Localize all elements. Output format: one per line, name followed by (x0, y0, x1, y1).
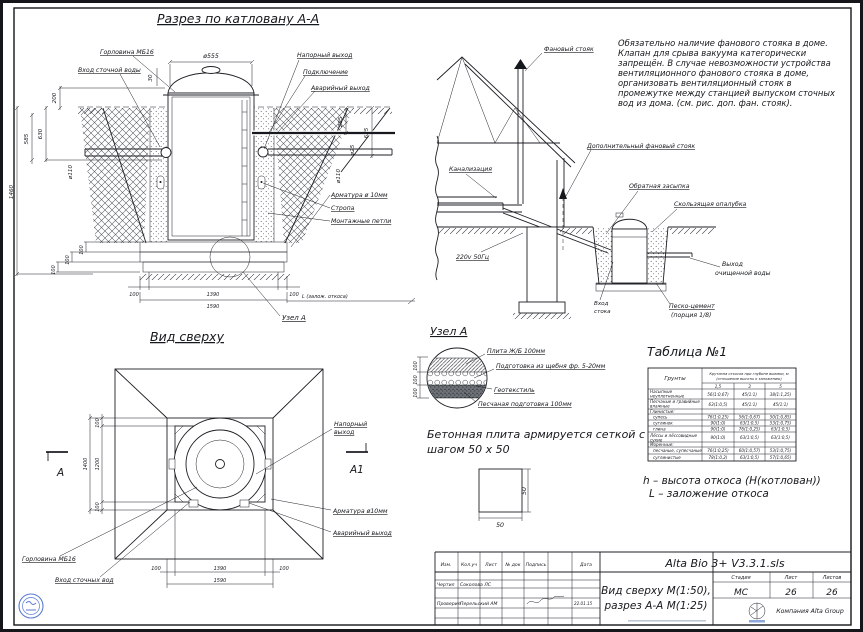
micro-text-line (628, 620, 706, 622)
row-name: Песчаные и гравийные (650, 399, 700, 404)
dim-200: 200 (52, 92, 58, 104)
lifting-loops-label: Монтажные петли (331, 218, 392, 225)
document-code: Alta Bio 3+ V3.3.1.sls (665, 557, 785, 570)
dim-100-l: 100 (129, 292, 139, 298)
tv-rebar-label: Арматура ø10мм (333, 508, 388, 515)
tv-dim-100-bot: 100 (95, 502, 101, 512)
clip-dot-right (261, 181, 263, 183)
dim-d110-left: ø110 (68, 164, 74, 180)
tv-emergency-label: Аварийный выход (333, 530, 392, 537)
tv-inlet-label: Вход сточных вод (55, 577, 114, 584)
dim-585: 585 (24, 133, 30, 145)
dim-555: ø555 (203, 53, 219, 60)
row-name: Насыпные (650, 389, 673, 394)
dim-295: 295 (338, 116, 344, 128)
inflow-label-2: стока (594, 309, 611, 315)
cell: 63(1:0,5) (771, 435, 790, 440)
col-podpis: Подпись (525, 563, 547, 568)
dim-30: 30 (148, 74, 154, 82)
sheet-value: 26 (785, 588, 797, 598)
tank-cap (202, 67, 220, 74)
dim-d110-right: ø110 (336, 168, 342, 184)
tank-body (168, 93, 254, 240)
th-depth-3: 3 (748, 384, 751, 389)
sandcement-label-1: Песко-цемент (669, 303, 715, 310)
clip-dot-left (160, 181, 162, 183)
note-slope-height: h – высота откоса (Н(котлован)) (643, 475, 821, 487)
cell: 90(1:0) (710, 420, 726, 426)
tv-dim-1390: 1390 (213, 566, 227, 572)
sandcement-label-2: (порция 1/8) (671, 312, 712, 319)
dim-100-r: 100 (289, 292, 299, 298)
side-tab-left (169, 459, 175, 469)
row-name: суглинистые (653, 455, 681, 460)
cell: 53(1:0,75) (769, 448, 792, 453)
tv-dim-100-top: 100 (95, 418, 101, 428)
th-depth-15: 1,5 (714, 384, 722, 389)
tv-pressure-label-1: Напорный (334, 421, 368, 428)
cell: 53(1:0,75) (769, 420, 792, 426)
tv-dim-1200: 1200 (95, 457, 101, 471)
vent-stack-label: Фановый стояк (544, 46, 594, 53)
na-dim-100-c: 100 (413, 388, 419, 398)
note-line-1: Обязательно наличие фанового стояка в доме. (618, 38, 828, 48)
cell: 76(1:0,25) (707, 448, 729, 453)
inlet-label: Вход сточной воды (78, 67, 141, 74)
tv-neck-label: Горловина МБ16 (22, 556, 76, 563)
node-a-title: Узел А (430, 325, 468, 338)
th-main-2: (отношение высоты к заложению) (716, 377, 782, 381)
mesh-dim-50-h: 50 (496, 522, 504, 529)
subgrade-ticks (140, 274, 290, 280)
side-tab-right (265, 459, 271, 469)
cell: 57(1:0,65) (769, 455, 792, 460)
dim-630: 630 (38, 128, 44, 140)
tv-dim-100-l: 100 (151, 566, 161, 572)
tank-outer-circle (174, 418, 266, 510)
cell: 45(1:1) (773, 402, 788, 407)
checked-label: Проверил (437, 602, 461, 607)
th-depth-5: 5 (779, 384, 782, 389)
sling-label: Стропа (331, 205, 355, 212)
mesh-dim-50-v: 50 (521, 487, 528, 495)
row-name: песчаные, супесчаные (653, 448, 702, 453)
tv-dim-1590: 1590 (213, 578, 227, 584)
cell: 45(1:1) (742, 402, 757, 407)
inlet-pipe-end (161, 148, 171, 158)
small-tank-nub (616, 213, 623, 217)
tv-pressure-label-2: выход (334, 429, 355, 436)
sewer-label: Канализация (449, 166, 493, 173)
ground-ticks-b (560, 228, 592, 234)
cell: 78(1:0,2) (708, 455, 728, 460)
rebar-label: Арматура ø 10мм (331, 192, 388, 199)
connection-label: Подключение (303, 69, 348, 76)
cell: 63(1:0,5) (740, 435, 759, 440)
row-name: Лёссы и лёссовидные (650, 433, 698, 438)
col-izm: Изм. (440, 563, 452, 568)
tv-dim-1400: 1400 (83, 457, 89, 471)
cell: 38(1:1,25) (769, 392, 792, 397)
col-data: Дата (580, 563, 592, 568)
cell: 90(1:0) (710, 426, 726, 432)
stub-inlet (189, 500, 198, 507)
top-view-title: Вид сверху (150, 329, 224, 344)
sandcement-band-right (254, 108, 274, 242)
cell: 63(1:0,5) (771, 426, 790, 432)
dim-100-a: 100 (79, 245, 85, 255)
dim-100-b: 100 (65, 255, 71, 265)
backfill-label: Обратная засыпка (629, 183, 690, 190)
cross-section-title: Разрез по катловану А-А (157, 11, 320, 26)
note-slope-run: L – заложение откоса (649, 488, 769, 500)
cell: 60(1:0,57) (738, 448, 761, 453)
sandcement-band-left (150, 108, 168, 242)
sheets-value: 26 (826, 588, 838, 598)
additional-vent-label: Дополнительный фановый стояк (587, 143, 696, 150)
formwork-label: Скользящая опалубка (674, 201, 747, 208)
row-name: влажные (650, 403, 670, 409)
cell: 63(1:0,5) (740, 455, 759, 460)
sand-label: Песчаная подготовка 100мм (478, 401, 572, 408)
outflow-label-1: Выход (722, 261, 743, 268)
note-line-7: вод из дома. (см. рис. доп. фан. стояк). (618, 98, 793, 108)
dim-100-c: 100 (51, 265, 57, 275)
note-line-5: организовать вентиляционный стояк в (618, 78, 792, 88)
dim-slope-length: L (залож. откоса) (302, 294, 348, 300)
geotextile-label: Геотекстиль (494, 387, 535, 394)
pressure-pipe-end (258, 147, 268, 157)
sheet-title-1: Вид сверху М(1:50), (601, 585, 711, 597)
dim-d25: ø25 (350, 144, 356, 156)
node-a-ref-label: Узел А (282, 314, 306, 322)
dim-625: 625 (364, 127, 370, 139)
section-mark-a: А (57, 467, 65, 479)
table-title: Таблица №1 (647, 344, 728, 359)
gravel-label: Подготовка из щебня фр. 5-20мм (496, 363, 606, 370)
neck-label: Горловина МБ16 (100, 49, 154, 56)
th-main-1: Крутизна откосов при глубине выемки, м (709, 372, 789, 376)
note-line-4: вентиляционного фанового стояка в доме, (618, 68, 810, 78)
mesh-note-1: Бетонная плита армируется сеткой с (427, 428, 645, 441)
ground-ticks-a (438, 228, 516, 234)
row-name: супесь (653, 414, 668, 420)
stub-outlet (240, 500, 249, 507)
col-list: Лист (485, 563, 497, 568)
mesh-note-2: шагом 50 х 50 (427, 443, 510, 456)
plate-label: Плита Ж/Б 100мм (487, 348, 546, 355)
check-date: 22.01.15 (574, 601, 593, 606)
col-ndok: № док (505, 563, 521, 568)
dim-1460: 1460 (9, 184, 15, 200)
row-name: неуплотненные (650, 393, 685, 399)
col-koluch: Кол.уч (461, 563, 477, 568)
row-name: суглинок (653, 420, 673, 426)
ground-ticks-left (78, 108, 104, 114)
note-line-3: запрещён. В случае невозможности устройства (618, 58, 831, 68)
tv-dim-100-r: 100 (279, 566, 289, 572)
drew-name: Соколова ЛС (460, 583, 491, 588)
company-name: Компания Alta Group (776, 608, 844, 615)
emergency-outlet-label: Аварийный выход (311, 85, 370, 92)
dim-1590: 1590 (206, 304, 220, 310)
stage-label: Стадия (731, 575, 751, 581)
cell: 76(1:0,25) (707, 414, 729, 420)
cell: 90(1:0) (710, 435, 726, 440)
cell: 63(1:0,5) (740, 420, 759, 426)
pressure-outlet-label: Напорный выход (297, 52, 353, 59)
cell: 76(1:0,25) (738, 426, 761, 432)
cell: 63(1:0,5) (708, 402, 728, 407)
row-name: глина (653, 426, 666, 432)
cell: 56(1:0,67) (707, 392, 729, 397)
note-block (618, 38, 836, 108)
th-soil: Грунты (664, 376, 686, 382)
sheet-label: Лист (784, 575, 798, 581)
power-label: 220v 50Гц (456, 254, 489, 261)
row-name: Глинистые: (650, 409, 675, 414)
sheet-title-2: разрез А-А М(1:25) (604, 600, 708, 612)
drew-label: Чертил (437, 583, 455, 588)
row-name: сухие (650, 437, 663, 443)
inflow-label-1: Вход (594, 301, 609, 307)
na-dim-100-b: 100 (413, 375, 419, 385)
na-dim-100-a: 100 (413, 361, 419, 371)
footing-ground-ticks (513, 313, 571, 319)
ground-ticks-c (670, 228, 714, 234)
section-mark-a1: А1 (350, 464, 364, 476)
sheets-label: Листов (822, 575, 842, 581)
checked-name: Перельский АМ (460, 602, 498, 607)
foundation-column (527, 227, 557, 302)
cell: 45(1:1) (742, 392, 757, 397)
dim-1390: 1390 (206, 292, 220, 298)
cell: 50(1:0,85) (769, 414, 792, 420)
note-line-2: Клапан для срыва вакуума категорически (618, 48, 807, 58)
stage-value: МС (733, 588, 749, 598)
note-line-6: промежутке между станцией выпуском сточных (618, 88, 835, 98)
foundation-footing (519, 302, 565, 313)
row-name: Моренные: (650, 442, 674, 447)
cell: 56(1:0,67) (738, 414, 761, 420)
outflow-label-2: очищенной воды (715, 270, 771, 277)
